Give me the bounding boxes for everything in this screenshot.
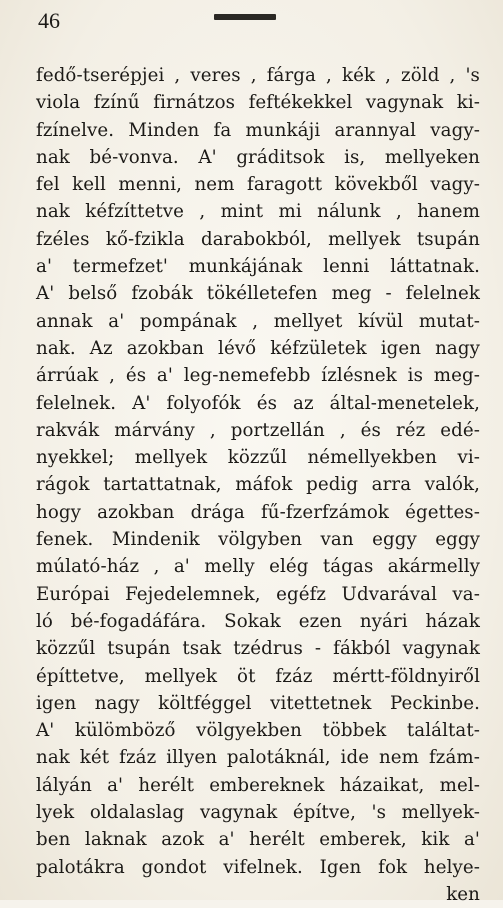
text-line: ben laknak azok a' herélt emberek, kik a' <box>36 829 480 851</box>
text-line: múlató-ház , a' melly elég tágas akármelly <box>36 556 480 578</box>
text-line: fzínelve. Minden fa munkáji arannyal vagy- <box>36 119 480 141</box>
text-line: nak két fzáz illyen palotáknál, ide nem fzám- <box>36 747 480 769</box>
text-line: hogy azokban drága fű-fzerfzámok égettes- <box>36 501 480 523</box>
text-line: a' termefzet' munkájának lenni láttatnak. <box>36 256 480 278</box>
text-line: A' külömböző völgyekben többek találtat- <box>36 720 480 742</box>
text-line: felelnek. A' folyofók és az által-menetelek, <box>36 392 480 414</box>
body-text <box>36 62 480 908</box>
text-line: fenek. Mindenik völgyben van eggy eggy <box>36 529 480 551</box>
text-line: viola fzínű firnátzos feftékekkel vagynak ki- <box>36 92 480 114</box>
text-line: palotákra gondot vifelnek. Igen fok helye- <box>36 856 480 878</box>
text-line: Európai Fejedelemnek, egéfz Udvarával va- <box>36 583 480 605</box>
text-line: A' belső fzobák tökélletefen meg - felelnek <box>36 283 480 305</box>
text-line: fedő-tserépjei , veres , fárga , kék , zöld , 's <box>36 65 480 86</box>
text-line: nyekkel; mellyek közzűl némellyekben vi- <box>36 447 480 469</box>
text-line: ló bé-fogadáfára. Sokak ezen nyári házak <box>36 610 480 632</box>
page-number: 46 <box>38 8 60 33</box>
text-line: nak. Az azokban lévő kéfzületek igen nagy <box>36 337 480 359</box>
text-line: fzéles kő-fzikla darabokból, mellyek tsupán <box>36 228 480 250</box>
text-line: rágok tartattatnak, máfok pedig arra valók, <box>36 474 480 496</box>
text-line: nak bé-vonva. A' gráditsok is, mellyeken <box>36 146 480 168</box>
text-line: közzűl tsupán tsak tzédrus - fákból vagynak <box>36 638 480 660</box>
text-line: lályán a' herélt embereknek házaikat, mel- <box>36 774 480 796</box>
text-line: árrúak , és a' leg-nemefebb ízlésnek is meg- <box>36 365 480 387</box>
text-line: nak kéfzíttetve , mint mi nálunk , hanem <box>36 201 480 223</box>
text-line: lyek oldalaslag vagynak építve, 's mellyek- <box>36 802 480 824</box>
text-line: építtetve, mellyek öt fzáz mértt-földnyiről <box>36 665 480 687</box>
text-line: rakvák márvány , portzellán , és réz edé- <box>36 419 480 441</box>
text-line: annak a' pompának , mellyet kívül mutat- <box>36 310 480 332</box>
text-line: igen nagy költféggel vitettetnek Peckinbe. <box>36 692 480 714</box>
text-line: fel kell menni, nem faragott kövekből vagy- <box>36 174 480 196</box>
header-rule <box>214 14 276 20</box>
catchword: ken <box>446 883 480 905</box>
